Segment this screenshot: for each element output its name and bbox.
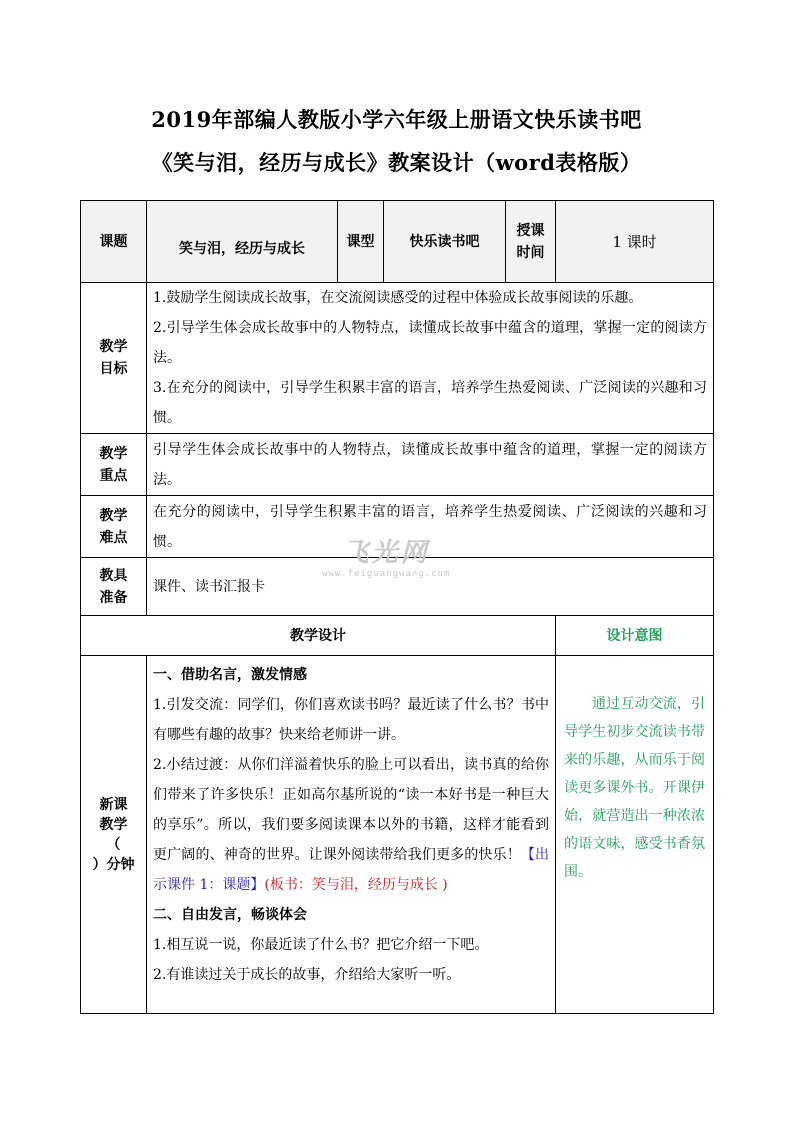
lesson-item: 2.有谁读过关于成长的故事，介绍给大家听一听。 — [153, 967, 461, 983]
lesson-item — [147, 750, 555, 900]
section-title: 二、自由发言，畅谈体会 — [153, 907, 307, 923]
goal-item: 1.鼓励学生阅读成长故事，在交流阅读感受的过程中体验成长故事阅读的乐趣。 — [153, 290, 643, 306]
key-points-row — [81, 434, 714, 496]
lesson-item: 1.引发交流：同学们，你们喜欢读书吗？最近读了什么书？书中有哪些有趣的故事？快来给老师讲一讲。 — [153, 697, 549, 743]
key-points-content — [147, 434, 714, 496]
lesson-plan-table — [80, 200, 714, 1014]
watermark-logo: 飞光网 — [342, 538, 430, 568]
materials-label: 教具准备 — [81, 558, 147, 616]
lesson-item-text: 2.小结过渡：从你们洋溢着快乐的脸上可以看出，读书真的给你们带来了许多快乐！正如高尔基所说的“读一本好书是一种巨大的享乐”。所以，我们要多阅读课本以外的书籍，这样才能看到更广阔的、神奇的世界。让课外阅读带给我们更多的快乐！ — [153, 757, 549, 863]
doc-title-line1: 2019年部编人教版小学六年级上册语文快乐读书吧 — [151, 107, 642, 132]
goals-label: 教学目标 — [81, 283, 147, 434]
board-note: (板书：笑与泪，经历与成长 ) — [264, 877, 448, 893]
lesson-item: 1.相互说一说，你最近读了什么书？把它介绍一下吧。 — [153, 937, 489, 953]
materials-content — [147, 558, 714, 616]
topic-value: 笑与泪，经历与成长 — [147, 201, 338, 283]
design-header-right: 设计意图 — [556, 616, 714, 656]
intent-content — [556, 656, 714, 1014]
lesson-label-line: 教学 — [99, 816, 128, 833]
section-title: 一、借助名言，激发情感 — [153, 667, 307, 683]
key-points-text: 引导学生体会成长故事中的人物特点，读懂成长故事中蕴含的道理，掌握一定的阅读方法。 — [153, 441, 707, 488]
info-row — [81, 201, 714, 283]
lesson-content — [147, 656, 556, 1014]
design-header-left: 教学设计 — [81, 616, 556, 656]
difficulties-row — [81, 496, 714, 558]
topic-label: 课题 — [81, 201, 147, 283]
intent-text: 通过互动交流，引导学生初步交流读书带来的乐趣，从而乐于阅读更多课外书。开课伊始，就营造出一种浓浓的语文味，感受书香氛围。 — [564, 696, 705, 880]
difficulties-text: 在充分的阅读中，引导学生积累丰富的语言，培养学生热爱阅读、广泛阅读的兴趣和习惯。 — [153, 503, 707, 550]
difficulties-label: 教学难点 — [81, 496, 147, 558]
goals-row — [81, 283, 714, 434]
materials-text: 课件、读书汇报卡 — [153, 578, 265, 595]
difficulties-content — [147, 496, 714, 558]
time-label: 授课时间 — [506, 201, 556, 283]
goal-item: 2.引导学生体会成长故事中的人物特点，读懂成长故事中蕴含的道理，掌握一定的阅读方法。 — [153, 320, 707, 366]
watermark-url: www.feiguangwang.com — [322, 569, 451, 579]
courseware-note: 【出示课件 1：课题】 — [153, 847, 550, 893]
time-value: 1 课时 — [556, 201, 714, 283]
lesson-label-line: 新课 — [99, 796, 128, 813]
doc-title-line2: 《笑与泪，经历与成长》教案设计（word表格版） — [151, 150, 642, 175]
type-label: 课型 — [338, 201, 384, 283]
key-points-label: 教学重点 — [81, 434, 147, 496]
lesson-row — [81, 656, 714, 1014]
materials-row — [81, 558, 714, 616]
type-value: 快乐读书吧 — [384, 201, 506, 283]
lesson-label — [81, 656, 147, 1014]
goal-item: 3.在充分的阅读中，引导学生积累丰富的语言，培养学生热爱阅读、广泛阅读的兴趣和习惯。 — [153, 380, 707, 426]
lesson-label-line: （ — [106, 836, 121, 853]
lesson-label-line: ）分钟 — [92, 856, 135, 873]
goals-content — [147, 283, 714, 434]
design-header-row — [81, 616, 714, 656]
